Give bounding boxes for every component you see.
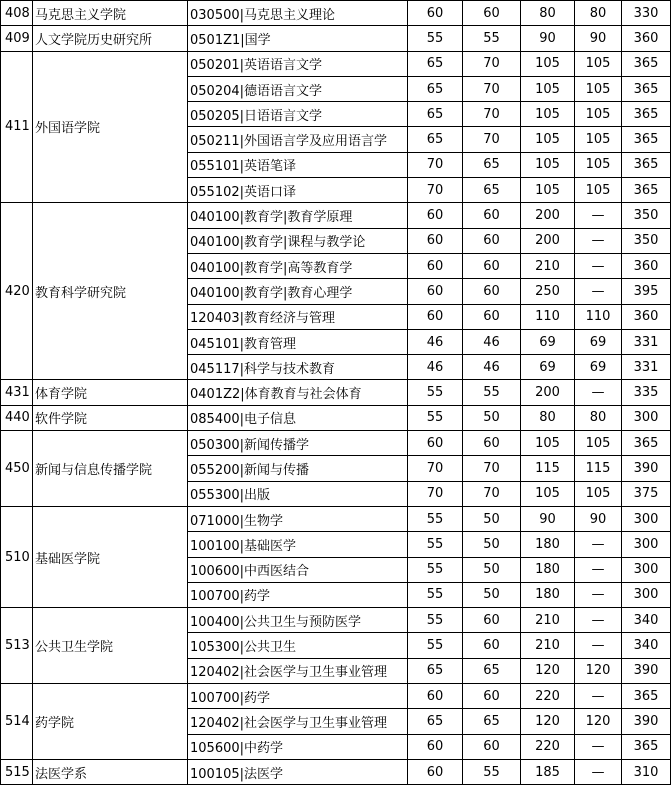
major-name: 100105|法医学 (188, 759, 408, 784)
score-cell: 200 (521, 203, 575, 228)
major-name: 050204|德语语言文学 (188, 76, 408, 101)
total-score: 390 (622, 658, 671, 683)
total-score: 340 (622, 633, 671, 658)
score-cell: 50 (463, 582, 521, 607)
score-cell: 105 (575, 431, 622, 456)
score-cell: 60 (408, 228, 463, 253)
score-cell: 60 (463, 1, 521, 26)
major-name: 100400|公共卫生与预防医学 (188, 608, 408, 633)
score-cell: 105 (521, 127, 575, 152)
score-cell: 60 (463, 633, 521, 658)
score-cell: 60 (463, 228, 521, 253)
score-cell: 105 (521, 51, 575, 76)
score-cell: 55 (408, 380, 463, 405)
score-cell: 46 (463, 329, 521, 354)
score-cell: 55 (408, 405, 463, 430)
total-score: 310 (622, 759, 671, 784)
total-score: 365 (622, 102, 671, 127)
score-cell: 110 (521, 304, 575, 329)
score-cell: 60 (463, 608, 521, 633)
score-cell: 180 (521, 582, 575, 607)
total-score: 300 (622, 582, 671, 607)
table-row (1, 684, 671, 709)
score-cell: 105 (521, 481, 575, 506)
score-cell: 50 (463, 405, 521, 430)
major-name: 045117|科学与技术教育 (188, 355, 408, 380)
major-name: 040100|教育学|教育心理学 (188, 279, 408, 304)
major-name: 055300|出版 (188, 481, 408, 506)
college-code: 409 (1, 26, 33, 51)
total-score: 360 (622, 304, 671, 329)
score-cell: 60 (408, 431, 463, 456)
score-cell: — (575, 759, 622, 784)
score-cell: 105 (575, 127, 622, 152)
score-cell: 46 (463, 355, 521, 380)
score-cell: 69 (575, 329, 622, 354)
score-cell: 46 (408, 329, 463, 354)
major-name: 120403|教育经济与管理 (188, 304, 408, 329)
total-score: 365 (622, 51, 671, 76)
score-cell: 210 (521, 608, 575, 633)
total-score: 390 (622, 709, 671, 734)
score-cell: 90 (575, 26, 622, 51)
score-cell: — (575, 228, 622, 253)
total-score: 365 (622, 431, 671, 456)
score-cell: 50 (463, 557, 521, 582)
score-cell: 60 (463, 304, 521, 329)
college-code: 515 (1, 759, 33, 784)
table-row (1, 51, 671, 76)
score-cell: 210 (521, 633, 575, 658)
score-cell: 55 (408, 532, 463, 557)
major-name: 0501Z1|国学 (188, 26, 408, 51)
table-row (1, 759, 671, 784)
score-cell: — (575, 557, 622, 582)
total-score: 340 (622, 608, 671, 633)
total-score: 365 (622, 178, 671, 203)
score-cell: 65 (408, 709, 463, 734)
total-score: 365 (622, 734, 671, 759)
score-cell: 55 (408, 557, 463, 582)
score-cell: 60 (463, 734, 521, 759)
major-name: 050300|新闻传播学 (188, 431, 408, 456)
score-cell: 180 (521, 532, 575, 557)
total-score: 300 (622, 405, 671, 430)
score-cell: 60 (408, 1, 463, 26)
score-cell: 105 (521, 152, 575, 177)
total-score: 300 (622, 506, 671, 531)
score-cell: 60 (408, 304, 463, 329)
score-cell: — (575, 582, 622, 607)
college-name: 基础医学院 (33, 506, 188, 607)
score-cell: 185 (521, 759, 575, 784)
table-row (1, 380, 671, 405)
college-code: 450 (1, 431, 33, 507)
score-cell: 105 (575, 152, 622, 177)
score-cell: 60 (463, 279, 521, 304)
table-row (1, 203, 671, 228)
major-name: 120402|社会医学与卫生事业管理 (188, 658, 408, 683)
score-cell: 90 (521, 26, 575, 51)
score-cell: 65 (408, 76, 463, 101)
score-cell: 120 (521, 658, 575, 683)
total-score: 331 (622, 355, 671, 380)
score-cell: 60 (463, 431, 521, 456)
score-cell: 65 (408, 51, 463, 76)
major-name: 050205|日语语言文学 (188, 102, 408, 127)
score-cell: 105 (575, 481, 622, 506)
score-cell: 65 (463, 152, 521, 177)
score-cell: — (575, 633, 622, 658)
total-score: 331 (622, 329, 671, 354)
total-score: 360 (622, 26, 671, 51)
major-name: 105600|中药学 (188, 734, 408, 759)
score-cell: 250 (521, 279, 575, 304)
total-score: 360 (622, 253, 671, 278)
college-code: 514 (1, 684, 33, 760)
score-cell: 60 (408, 759, 463, 784)
table-row (1, 608, 671, 633)
college-code: 440 (1, 405, 33, 430)
score-cell: 90 (575, 506, 622, 531)
score-cell: 65 (463, 178, 521, 203)
score-cell: 120 (521, 709, 575, 734)
score-cell: 105 (575, 51, 622, 76)
score-cell: 55 (408, 582, 463, 607)
score-cell: — (575, 279, 622, 304)
score-cell: 60 (408, 203, 463, 228)
score-cell: 55 (463, 26, 521, 51)
score-cell: 200 (521, 380, 575, 405)
major-name: 105300|公共卫生 (188, 633, 408, 658)
score-cell: 60 (408, 279, 463, 304)
score-cell: 55 (408, 26, 463, 51)
major-name: 040100|教育学|课程与教学论 (188, 228, 408, 253)
score-cell: 90 (521, 506, 575, 531)
score-cell: 55 (463, 759, 521, 784)
score-cell: 50 (463, 532, 521, 557)
score-cell: 220 (521, 684, 575, 709)
major-name: 045101|教育管理 (188, 329, 408, 354)
total-score: 365 (622, 76, 671, 101)
total-score: 335 (622, 380, 671, 405)
major-name: 055200|新闻与传播 (188, 456, 408, 481)
total-score: 375 (622, 481, 671, 506)
college-code: 411 (1, 51, 33, 203)
college-name: 教育科学研究院 (33, 203, 188, 380)
table-row (1, 1, 671, 26)
score-cell: 105 (575, 102, 622, 127)
college-code: 420 (1, 203, 33, 380)
major-name: 0401Z2|体育教育与社会体育 (188, 380, 408, 405)
score-cell: 120 (575, 658, 622, 683)
major-name: 100700|药学 (188, 582, 408, 607)
score-cell: 200 (521, 228, 575, 253)
score-cell: — (575, 203, 622, 228)
score-cell: 80 (521, 405, 575, 430)
score-cell: — (575, 253, 622, 278)
major-name: 085400|电子信息 (188, 405, 408, 430)
major-name: 030500|马克思主义理论 (188, 1, 408, 26)
college-name: 体育学院 (33, 380, 188, 405)
score-cell: 60 (463, 203, 521, 228)
score-cell: 70 (463, 102, 521, 127)
score-cell: 105 (521, 431, 575, 456)
table-row (1, 405, 671, 430)
score-cell: 70 (463, 51, 521, 76)
score-cell: 65 (463, 658, 521, 683)
college-name: 马克思主义学院 (33, 1, 188, 26)
major-name: 040100|教育学|教育学原理 (188, 203, 408, 228)
college-name: 法医学系 (33, 759, 188, 784)
major-name: 050201|英语语言文学 (188, 51, 408, 76)
score-cell: 55 (408, 633, 463, 658)
score-cell: 65 (408, 102, 463, 127)
total-score: 300 (622, 532, 671, 557)
score-cell: 60 (463, 253, 521, 278)
score-cell: 55 (408, 608, 463, 633)
score-cell: 110 (575, 304, 622, 329)
total-score: 350 (622, 203, 671, 228)
score-cell: — (575, 532, 622, 557)
major-name: 120402|社会医学与卫生事业管理 (188, 709, 408, 734)
major-name: 040100|教育学|高等教育学 (188, 253, 408, 278)
score-cell: 55 (408, 506, 463, 531)
score-cell: 70 (408, 152, 463, 177)
table-body (1, 1, 671, 785)
college-name: 公共卫生学院 (33, 608, 188, 684)
college-name: 外国语学院 (33, 51, 188, 203)
score-cell: 105 (575, 178, 622, 203)
score-cell: 115 (521, 456, 575, 481)
score-cell: 55 (463, 380, 521, 405)
score-cell: 105 (521, 76, 575, 101)
major-name: 055101|英语笔译 (188, 152, 408, 177)
score-cell: 69 (575, 355, 622, 380)
score-cell: 46 (408, 355, 463, 380)
total-score: 365 (622, 152, 671, 177)
score-cell: 105 (521, 178, 575, 203)
college-name: 新闻与信息传播学院 (33, 431, 188, 507)
score-cell: 115 (575, 456, 622, 481)
total-score: 365 (622, 127, 671, 152)
college-code: 431 (1, 380, 33, 405)
college-name: 人文学院历史研究所 (33, 26, 188, 51)
score-cell: 70 (408, 481, 463, 506)
score-cell: 105 (575, 76, 622, 101)
score-cell: 65 (463, 709, 521, 734)
major-name: 050211|外国语言学及应用语言学 (188, 127, 408, 152)
total-score: 365 (622, 684, 671, 709)
score-cell: 60 (408, 684, 463, 709)
score-cell: 105 (521, 102, 575, 127)
table-row (1, 26, 671, 51)
total-score: 300 (622, 557, 671, 582)
major-name: 071000|生物学 (188, 506, 408, 531)
total-score: 350 (622, 228, 671, 253)
college-code: 510 (1, 506, 33, 607)
score-cell: — (575, 734, 622, 759)
table-row (1, 431, 671, 456)
major-name: 100100|基础医学 (188, 532, 408, 557)
score-cell: 70 (408, 178, 463, 203)
score-cell: 180 (521, 557, 575, 582)
score-cell: 70 (463, 456, 521, 481)
score-cell: 60 (408, 734, 463, 759)
score-cell: 70 (463, 481, 521, 506)
score-cell: 69 (521, 329, 575, 354)
score-cell: 70 (408, 456, 463, 481)
college-name: 软件学院 (33, 405, 188, 430)
college-code: 408 (1, 1, 33, 26)
score-cell: — (575, 684, 622, 709)
college-name: 药学院 (33, 684, 188, 760)
score-cell: 80 (575, 1, 622, 26)
score-cell: 120 (575, 709, 622, 734)
score-cell: 60 (408, 253, 463, 278)
score-cell: 60 (463, 684, 521, 709)
score-cell: 65 (408, 127, 463, 152)
score-cell: 69 (521, 355, 575, 380)
score-cell: 80 (521, 1, 575, 26)
score-cell: 70 (463, 76, 521, 101)
score-cell: 80 (575, 405, 622, 430)
score-cell: 220 (521, 734, 575, 759)
score-cell: 210 (521, 253, 575, 278)
major-name: 055102|英语口译 (188, 178, 408, 203)
score-cell: — (575, 608, 622, 633)
total-score: 395 (622, 279, 671, 304)
table-row (1, 506, 671, 531)
major-name: 100700|药学 (188, 684, 408, 709)
score-cell: 70 (463, 127, 521, 152)
major-name: 100600|中西医结合 (188, 557, 408, 582)
total-score: 330 (622, 1, 671, 26)
college-code: 513 (1, 608, 33, 684)
score-cell: 50 (463, 506, 521, 531)
score-cell: — (575, 380, 622, 405)
score-cell: 65 (408, 658, 463, 683)
total-score: 390 (622, 456, 671, 481)
